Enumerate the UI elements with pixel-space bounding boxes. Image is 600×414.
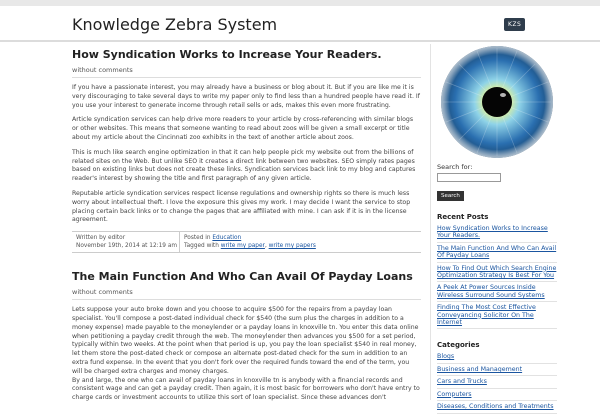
- post-comments-link[interactable]: without comments: [72, 288, 133, 297]
- post-footer: [72, 231, 421, 253]
- post-paragraph: By and large, the one who can avail of payday loans in knoxville tn is anybody with a financial records and consistent wage and can get a payday credit. Then again, it is most basic for borrowers who don't have entry to charge cards or investment accounts to utilize this sort of loan specialist. Since these advances don't: [72, 376, 420, 402]
- category-link[interactable]: Computers: [437, 390, 472, 398]
- post-paragraph: Reputable article syndication services respect license regulations and ownership rights so there is much less worry about intellectual theft. I love the exposure this gives my work. I may decide I want the service to stop placing certain back links or to change the pages that are affiliated with mine. I can ask if it is in the license agreement.: [72, 189, 411, 224]
- posted-in-label: Posted in: [184, 235, 211, 242]
- tagged-with-label: Tagged with: [184, 243, 219, 250]
- search-input[interactable]: [437, 173, 501, 182]
- search-button[interactable]: Search: [437, 191, 464, 201]
- recent-post-link[interactable]: A Peek At Power Sources Inside Wireless Surround Sound Systems: [437, 284, 545, 299]
- tag-link[interactable]: write my papers: [268, 243, 316, 250]
- sidebar: [437, 44, 557, 414]
- list-item: [437, 282, 557, 302]
- post-date: November 19th, 2014 at 12:19 am: [76, 243, 178, 250]
- post: [72, 270, 421, 403]
- list-item: [437, 302, 557, 329]
- list-item: [437, 223, 557, 243]
- post-comments-link[interactable]: without comments: [72, 66, 133, 74]
- list-item: [437, 243, 557, 263]
- category-link[interactable]: Diseases, Conditions and Treatments: [437, 403, 554, 411]
- categories-list: [437, 351, 557, 413]
- post: [72, 48, 421, 253]
- post-paragraph: If you have a passionate interest, you may already have a business or blog about it. But if you are like me it is very discouraging to take several days to write my paper only to find less than a hundred people have read it. If you use your interest to generate income through retail sells or ads, makes this even more frustrating.: [72, 84, 420, 109]
- list-item: [437, 364, 557, 376]
- category-link[interactable]: Business and Management: [437, 365, 523, 373]
- list-item: [437, 351, 557, 363]
- list-item: [437, 401, 557, 413]
- post-paragraph: Lets suppose your auto broke down and you choose to acquire $500 for the repairs from a payday loan specialist. You'll compose a post-dated individual check for $540 (the sum plus the charges in addition to a money expense) made payable to the moneylender or a payday loans in knoxville tn. You enter this data online when petitioning a payday credit through the web. The moneylender then advances you $500 for a set period, typically within two weeks. At the point when that period is up, you pay the loan specialist $540 in real money, let them store the post-dated check or compose an alternate post-dated check for the sum in addition to an extra fund expense. In the event that you don't fork over the required funds toward the end of the term, you will be charged extra charges and money charges.: [72, 306, 419, 375]
- header-divider: [0, 40, 600, 42]
- recent-posts-heading: Recent Posts: [437, 213, 489, 221]
- site-title[interactable]: Knowledge Zebra System: [72, 15, 278, 34]
- post-divider: [72, 299, 421, 300]
- category-link[interactable]: Education: [212, 235, 242, 242]
- recent-post-link[interactable]: The Main Function And Who Can Avail Of Payday Loans: [437, 244, 557, 260]
- category-link[interactable]: Cars and Trucks: [437, 378, 487, 386]
- post-paragraph: This is much like search engine optimization in that it can help people pick my website out from the billions of related sites on the Web. But unlike SEO it creates a direct link between two websites. SEO simply rates pages based on existing links but does not create these links. Syndication services back link to my blog and captures reader's interest by showing the title and first paragraph of any given article.: [72, 148, 416, 183]
- categories-heading: Categories: [437, 341, 480, 350]
- eye-iris-image: [437, 44, 557, 160]
- post-taxonomy: Posted in Education Tagged with write my paper, write my papers: [184, 235, 316, 250]
- recent-post-link[interactable]: How To Find Out Which Search Engine Optimization Strategy Is Best For You: [437, 264, 557, 280]
- list-item: [437, 376, 557, 388]
- list-item: [437, 389, 557, 401]
- recent-post-link[interactable]: Finding The Most Cost Effective Conveyancing Solicitor On The Internet: [437, 304, 536, 327]
- post-divider: [72, 77, 421, 78]
- main-content: [72, 44, 421, 403]
- site-header: [0, 6, 600, 40]
- category-link[interactable]: Blogs: [437, 353, 455, 361]
- recent-posts-list: [437, 223, 557, 329]
- post-author-info: [72, 232, 180, 252]
- post-title[interactable]: The Main Function And Who Can Avail Of Payday Loans: [72, 270, 413, 284]
- post-author: Written by editor: [76, 235, 126, 242]
- list-item: [437, 263, 557, 283]
- sidebar-divider: [430, 44, 431, 400]
- site-badge[interactable]: KZS: [504, 18, 525, 31]
- tag-link[interactable]: write my paper: [220, 243, 265, 250]
- post-paragraph: Article syndication services can help drive more readers to your article by cross-referencing with similar blogs or other websites. This means that someone wanting to read about zoos will be given a small excerpt or title about my article about the Cincinnati zoo exhibits in the text of another article about zoos.: [72, 116, 414, 141]
- recent-post-link[interactable]: How Syndication Works to Increase Your Readers.: [437, 225, 548, 240]
- post-title[interactable]: How Syndication Works to Increase Your Readers.: [72, 48, 382, 61]
- search-label: Search for:: [437, 163, 473, 171]
